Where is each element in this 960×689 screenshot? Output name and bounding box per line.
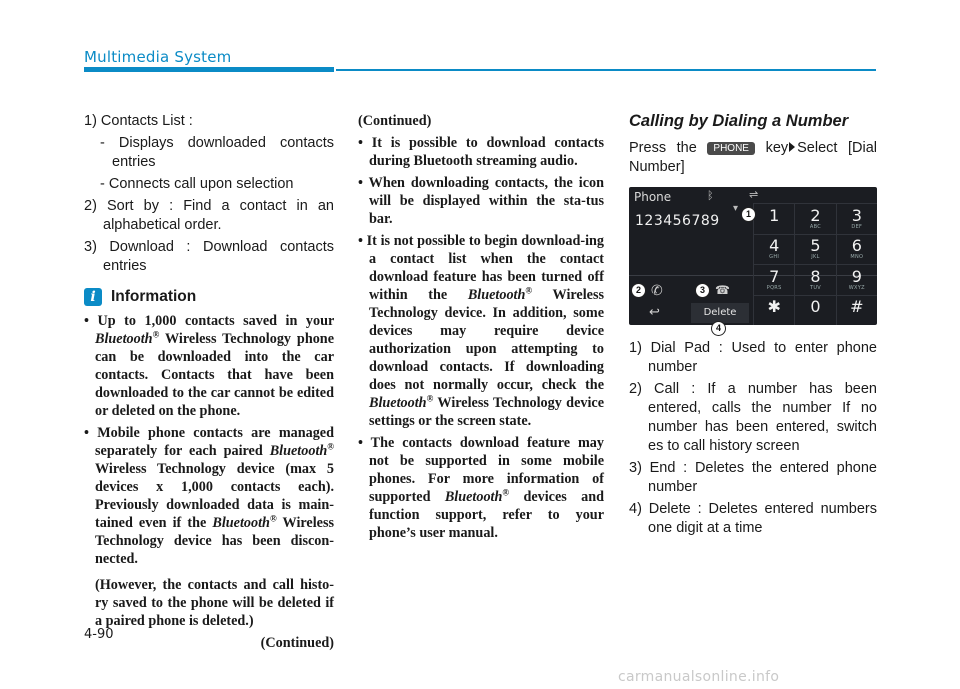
dial-key[interactable]: 7 PQRS [753, 264, 794, 295]
information-header [84, 288, 334, 306]
heading-calling-by-dialing: Calling by Dialing a Number [629, 112, 849, 130]
dial-key[interactable]: 4 GHI [753, 234, 794, 265]
end-call-icon[interactable]: ☎ [715, 283, 730, 297]
section-title: Multimedia System [84, 48, 232, 66]
page-number: 4-90 [84, 627, 114, 642]
info-icon: i [84, 288, 102, 306]
header-rule-thick [84, 67, 334, 72]
legend-item-delete: 4) Delete : Deletes entered numbers one digit at a time [629, 501, 877, 536]
callout-3: 3 [695, 283, 710, 298]
bullet-status-icon: • When downloading contacts, the icon will be displayed within the sta-tus bar. [358, 175, 604, 227]
dial-key[interactable]: 0 [794, 295, 835, 326]
dial-key[interactable]: 9 WXYZ [836, 264, 877, 295]
info-bullet-2: • Mobile phone contacts are managed separately for each paired Bluetooth® Wireless Technology device (max 5 devices x 1,000 contacts each). Previously downloaded data is main-tained even if the Bluetooth® Wireless Technology device has been discon-nected. [84, 425, 335, 567]
dial-key[interactable]: 8 TUV [794, 264, 835, 295]
legend-item-call: 2) Call : If a number has been entered, calls the number If no number has been entered, switch es to call history screen [629, 381, 877, 454]
watermark: carmanualsonline.info [618, 669, 780, 685]
dial-key[interactable]: 3 DEF [836, 203, 877, 234]
column-1 [84, 112, 334, 652]
bluetooth-icon: ᛒ [707, 189, 714, 202]
callout-1: 1 [741, 207, 756, 222]
arrow-right-icon [789, 142, 795, 152]
list-item-contacts-list: 1) Contacts List : [84, 113, 193, 129]
bullet-download-off: • It is not possible to begin download-ing a contact list when the contact download feature has been turned off within the Bluetooth® Wireless Technology device. In addition, some devices may require device authorization upon attempting to download contacts. If downloading does not normally occur, check the Bluetooth® Wireless Technology device settings or the screen state. [358, 233, 605, 429]
bullet-streaming: • It is possible to download contacts during Bluetooth streaming audio. [358, 135, 604, 169]
information-title: Information [111, 288, 197, 305]
legend-item-dial-pad: 1) Dial Pad : Used to enter phone number [629, 340, 877, 375]
continued-label: (Continued) [260, 635, 334, 651]
column-2 [358, 112, 604, 546]
dial-key[interactable]: 2 ABC [794, 203, 835, 234]
phone-key-icon: PHONE [707, 142, 755, 155]
list-item-sort-by: 2) Sort by : Find a contact in an alphabetical order. [84, 198, 334, 233]
call-handset-icon[interactable]: ✆ [651, 283, 663, 299]
list-subitem-connects: - Connects call upon selection [100, 176, 294, 192]
dial-key[interactable]: # [836, 295, 877, 326]
dial-key[interactable]: 5 JKL [794, 234, 835, 265]
back-arrow-icon[interactable]: ↩ [649, 305, 660, 320]
info-note-paragraph: (However, the contacts and call histo-ry saved to the phone will be deleted if a paired phone is deleted.) [95, 577, 334, 629]
dial-pad [753, 203, 877, 325]
dialed-number: 123456789 [635, 213, 720, 229]
phone-dial-screen [629, 187, 877, 333]
list-subitem-displays: - Displays downloaded contacts entries [100, 135, 334, 170]
callout-2: 2 [631, 283, 646, 298]
bullet-not-supported: • The contacts download feature may not be supported in some mobile phones. For more information of supported Bluetooth® devices and function support, refer to your phone’s user manual. [358, 435, 604, 541]
dial-key[interactable]: 6 MNO [836, 234, 877, 265]
column-3 [629, 112, 877, 541]
callout-4: 4 [711, 321, 726, 336]
dial-key[interactable]: ✱ [753, 295, 794, 326]
continued-heading: (Continued) [358, 113, 432, 129]
list-item-download: 3) Download : Download contacts entries [84, 239, 334, 274]
usb-icon: ⇌ [749, 188, 759, 201]
screen-title: Phone [634, 190, 672, 204]
signal-icon: ▾ [733, 203, 739, 214]
delete-button[interactable]: Delete [691, 303, 749, 323]
instruction-press-phone: Press the PHONE key Select [Dial Number] [629, 140, 878, 175]
dial-key[interactable]: 1 [753, 203, 794, 234]
legend-item-end: 3) End : Deletes the entered phone number [629, 460, 877, 495]
header-rule-thin [336, 69, 876, 71]
info-bullet-1: • Up to 1,000 contacts saved in your Bluetooth® Wireless Technology phone can be downloaded into the car contacts. Contacts that have been downloaded to the car cannot be edited or deleted on the phone. [84, 313, 334, 419]
